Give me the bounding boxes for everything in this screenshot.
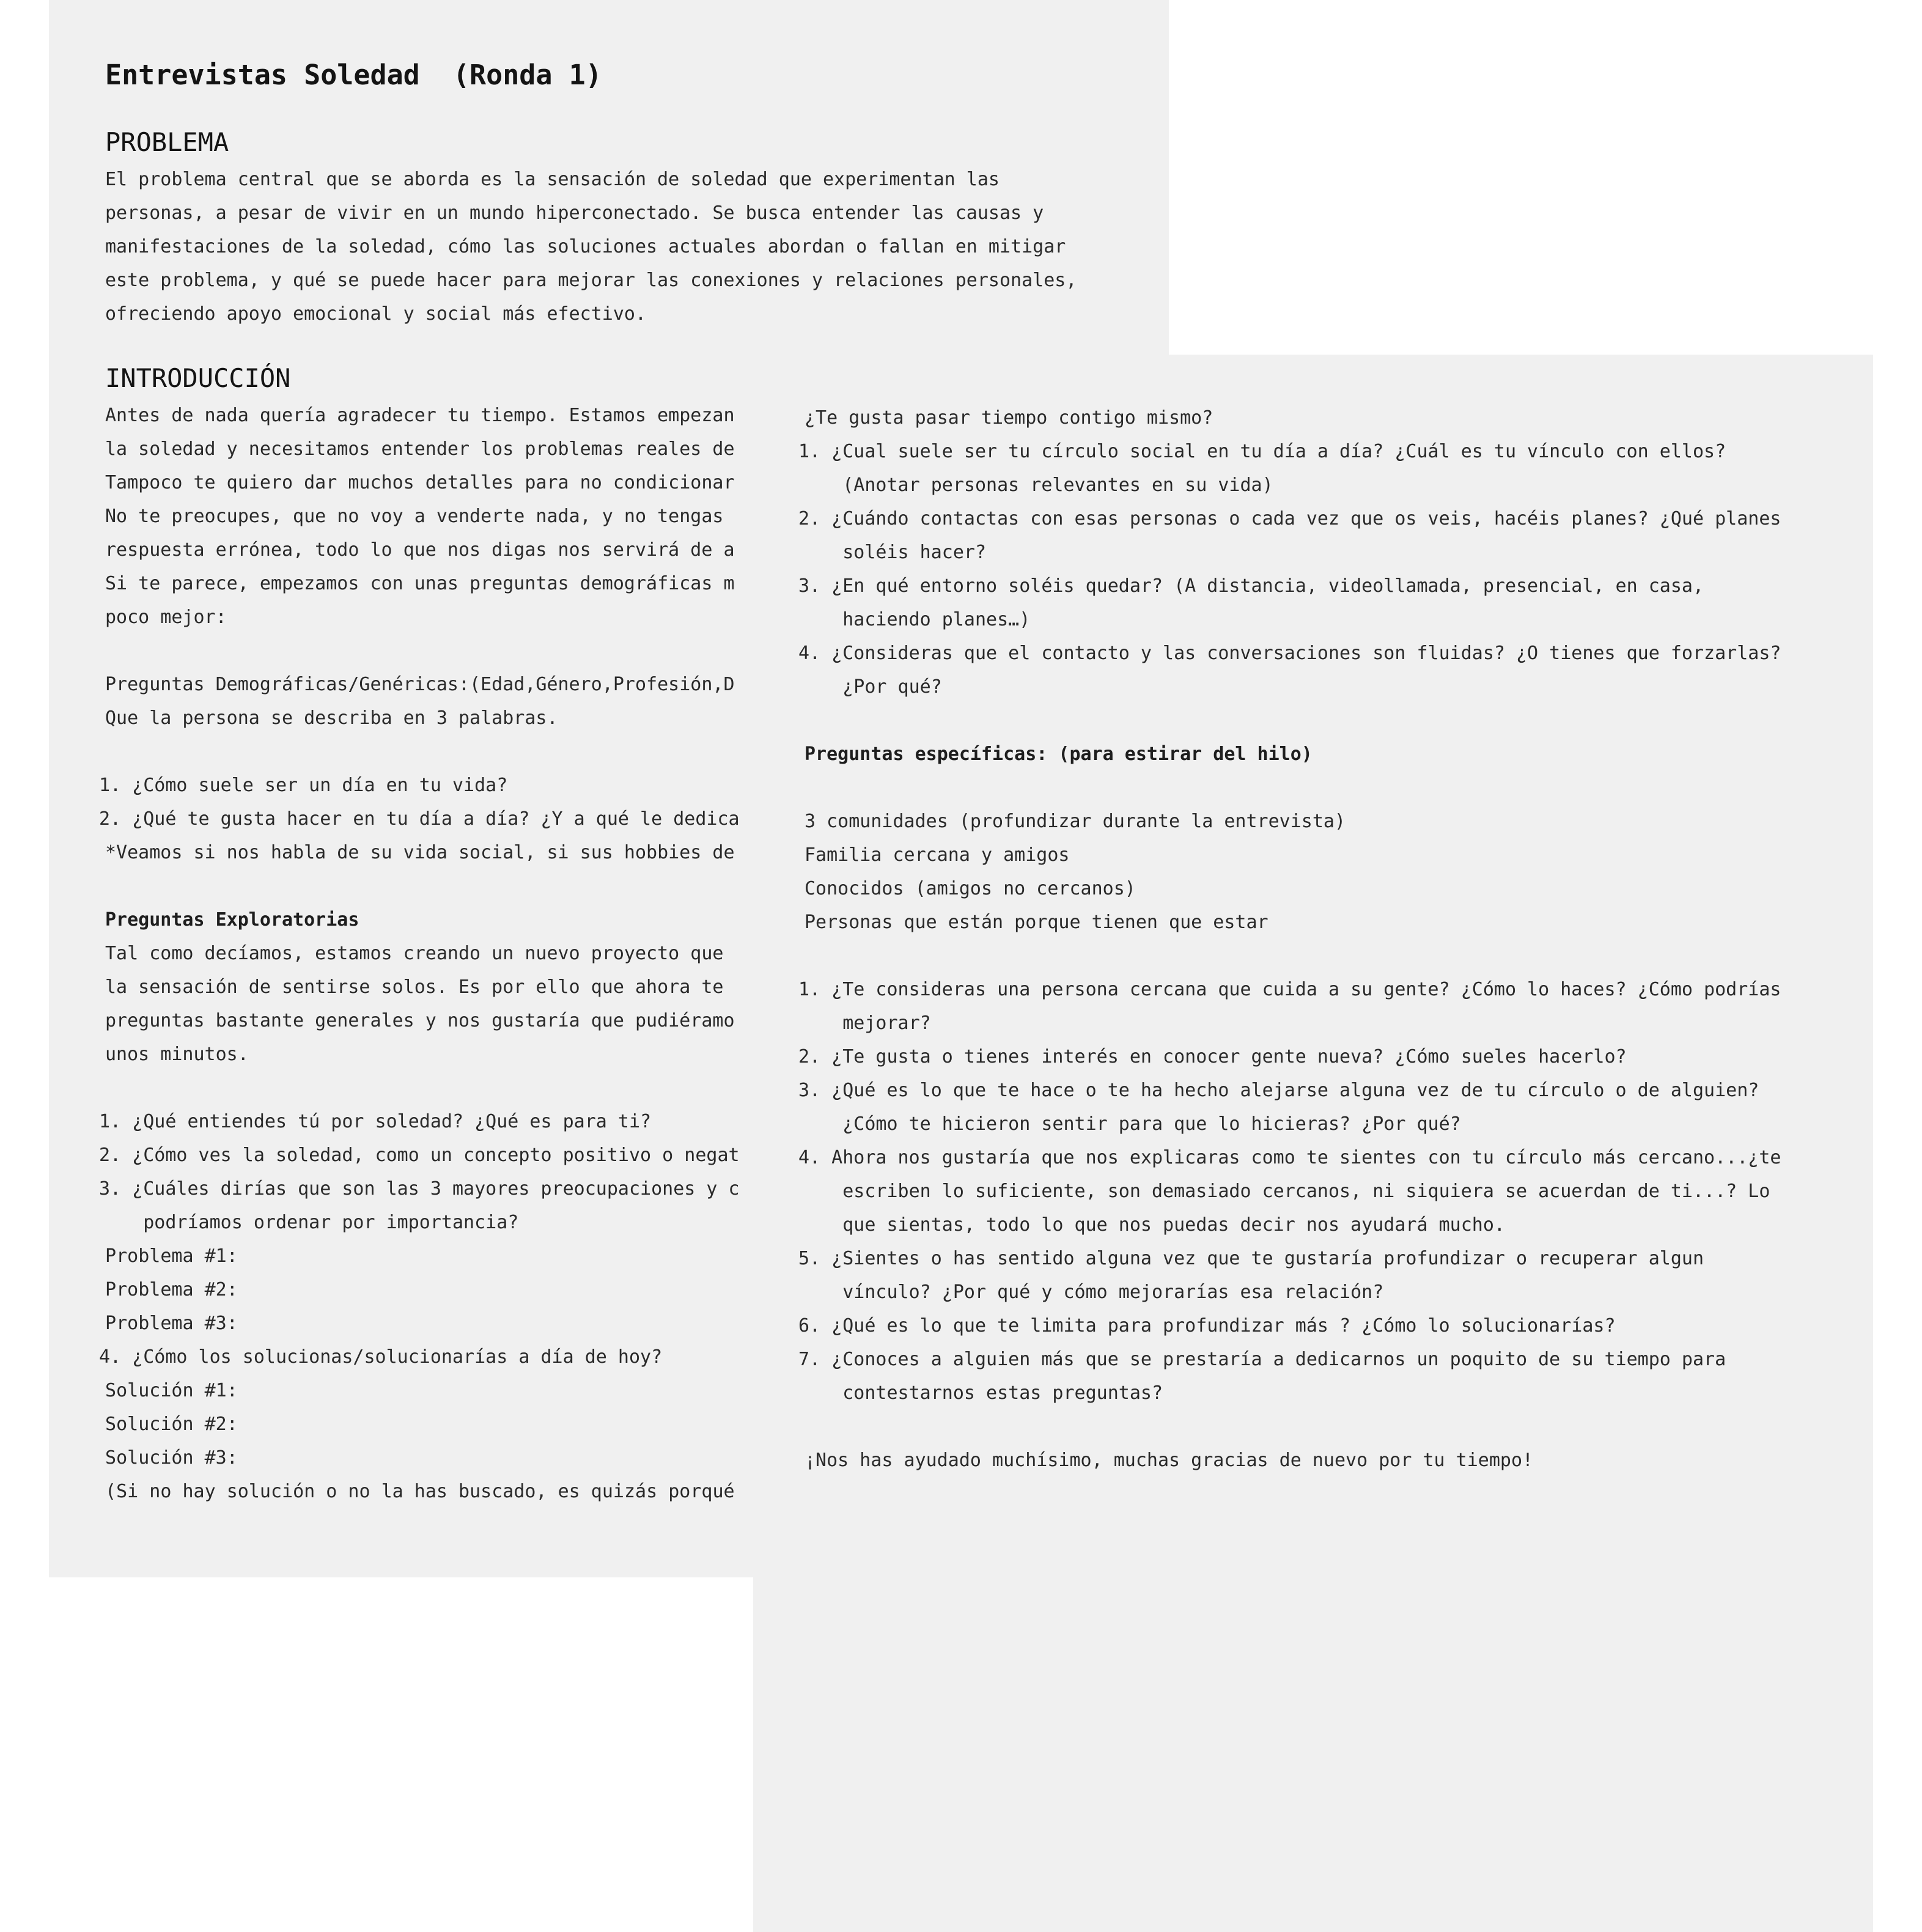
- daily-question: 1. ¿Cómo suele ser un día en tu vida?: [99, 775, 508, 796]
- intro-line: Tampoco te quiero dar muchos detalles para no condicionar: [105, 472, 735, 493]
- exploratorias-item: podríamos ordenar por importancia?: [99, 1212, 519, 1233]
- question-line: vínculo? ¿Por qué y cómo mejorarías esa relación?: [798, 1281, 1384, 1303]
- question-line: 1. ¿Cual suele ser tu círculo social en tu día a día? ¿Cuál es tu vínculo con ellos?: [798, 441, 1726, 462]
- closing-line: ¡Nos has ayudado muchísimo, muchas gracias de nuevo por tu tiempo!: [805, 1450, 1534, 1471]
- problema-line: personas, a pesar de vivir en un mundo hiperconectado. Se busca entender las causas y: [105, 202, 1044, 224]
- exploratorias-intro-line: unos minutos.: [105, 1044, 249, 1065]
- exploratorias-item: Solución #1:: [94, 1380, 238, 1401]
- question-line: 7. ¿Conoces a alguien más que se prestaría a dedicarnos un poquito de su tiempo para: [798, 1349, 1726, 1370]
- problema-line: ofreciendo apoyo emocional y social más efectivo.: [105, 303, 647, 325]
- question-line: (Anotar personas relevantes en su vida): [798, 474, 1273, 496]
- problema-line: este problema, y qué se puede hacer para mejorar las conexiones y relaciones personales,: [105, 270, 1077, 291]
- demographic-line: Que la persona se describa en 3 palabras.: [105, 707, 558, 729]
- exploratorias-item: Solución #3:: [94, 1447, 238, 1469]
- question-line: 5. ¿Sientes o has sentido alguna vez que te gustaría profundizar o recuperar algun: [798, 1248, 1704, 1269]
- demographic-line: Preguntas Demográficas/Genéricas:(Edad,Género,Profesión,D: [105, 674, 735, 695]
- question-line: 3. ¿Qué es lo que te hace o te ha hecho alejarse alguna vez de tu círculo o de alguien?: [798, 1080, 1759, 1101]
- question-line: ¿Por qué?: [798, 676, 942, 698]
- comunidad-line: Conocidos (amigos no cercanos): [805, 878, 1136, 899]
- intro-line: respuesta errónea, todo lo que nos digas nos servirá de a: [105, 539, 735, 561]
- exploratorias-item: 3. ¿Cuáles dirías que son las 3 mayores preocupaciones y c: [99, 1178, 740, 1200]
- exploratorias-item: Problema #2:: [94, 1279, 238, 1300]
- exploratorias-item: Solución #2:: [94, 1414, 238, 1435]
- intro-line: No te preocupes, que no voy a venderte nada, y no tengas: [105, 506, 724, 527]
- question-line: 4. Ahora nos gustaría que nos explicaras como te sientes con tu círculo más cercano...¿te: [798, 1147, 1781, 1168]
- question-line: 2. ¿Te gusta o tienes interés en conocer gente nueva? ¿Cómo sueles hacerlo?: [798, 1046, 1627, 1067]
- exploratorias-intro-line: Tal como decíamos, estamos creando un nuevo proyecto que: [105, 943, 724, 964]
- exploratorias-item: Problema #1:: [94, 1245, 238, 1267]
- exploratorias-heading: Preguntas Exploratorias: [105, 909, 359, 931]
- exploratorias-item: (Si no hay solución o no la has buscado, es quizás porqué: [94, 1481, 735, 1502]
- question-line: mejorar?: [798, 1012, 931, 1034]
- exploratorias-item: 1. ¿Qué entiendes tú por soledad? ¿Qué es para ti?: [99, 1111, 652, 1132]
- intro-heading: INTRODUCCIÓN: [105, 363, 291, 393]
- question-line: ¿Cómo te hicieron sentir para que lo hicieras? ¿Por qué?: [798, 1113, 1461, 1135]
- exploratorias-intro-line: la sensación de sentirse solos. Es por ello que ahora te: [105, 976, 724, 998]
- exploratorias-item: 4. ¿Cómo los solucionas/solucionarías a día de hoy?: [99, 1346, 663, 1368]
- exploratorias-intro-line: preguntas bastante generales y nos gustaría que pudiéramo: [105, 1010, 735, 1031]
- intro-line: Antes de nada quería agradecer tu tiempo. Estamos empezan: [105, 405, 735, 426]
- question-line: 2. ¿Cuándo contactas con esas personas o cada vez que os veis, hacéis planes? ¿Qué planes: [798, 508, 1781, 529]
- document-title: Entrevistas Soledad (Ronda 1): [105, 59, 602, 91]
- problema-line: manifestaciones de la soledad, cómo las soluciones actuales abordan o fallan en mitigar: [105, 236, 1066, 257]
- problema-line: El problema central que se aborda es la sensación de soledad que experimentan las: [105, 169, 1000, 190]
- question-line: haciendo planes…): [798, 609, 1031, 630]
- comunidad-line: Personas que están porque tienen que estar: [805, 912, 1268, 933]
- daily-question: 2. ¿Qué te gusta hacer en tu día a día? ¿Y a qué le dedica: [99, 808, 740, 830]
- question-line: soléis hacer?: [798, 542, 987, 563]
- question-line: escriben lo suficiente, son demasiado cercanos, ni siquiera se acuerdan de ti...? Lo: [798, 1181, 1770, 1202]
- question-line: 3. ¿En qué entorno soléis quedar? (A distancia, videollamada, presencial, en casa,: [798, 575, 1704, 597]
- daily-note: *Veamos si nos habla de su vida social, si sus hobbies de: [105, 842, 735, 863]
- exploratorias-item: 2. ¿Cómo ves la soledad, como un concepto positivo o negat: [99, 1145, 740, 1166]
- comunidad-line: 3 comunidades (profundizar durante la entrevista): [805, 811, 1346, 832]
- intro-line: la soledad y necesitamos entender los problemas reales de: [105, 438, 735, 460]
- question-line: ¿Te gusta pasar tiempo contigo mismo?: [805, 407, 1213, 429]
- intro-line: poco mejor:: [105, 607, 227, 628]
- question-line: 6. ¿Qué es lo que te limita para profundizar más ? ¿Cómo lo solucionarías?: [798, 1315, 1616, 1337]
- intro-line: Si te parece, empezamos con unas preguntas demográficas m: [105, 573, 735, 594]
- problema-heading: PROBLEMA: [105, 127, 229, 157]
- question-line: que sientas, todo lo que nos puedas decir nos ayudará mucho.: [798, 1214, 1505, 1236]
- document-page-2: [753, 355, 1873, 1932]
- question-line: 1. ¿Te consideras una persona cercana que cuida a su gente? ¿Cómo lo haces? ¿Cómo podrías: [798, 979, 1781, 1000]
- exploratorias-item: Problema #3:: [94, 1313, 238, 1334]
- comunidad-line: Familia cercana y amigos: [805, 844, 1070, 866]
- question-line: contestarnos estas preguntas?: [798, 1382, 1163, 1404]
- question-line: 4. ¿Consideras que el contacto y las conversaciones son fluidas? ¿O tienes que forzarlas?: [798, 643, 1781, 664]
- especificas-heading: Preguntas específicas: (para estirar del hilo): [805, 743, 1313, 765]
